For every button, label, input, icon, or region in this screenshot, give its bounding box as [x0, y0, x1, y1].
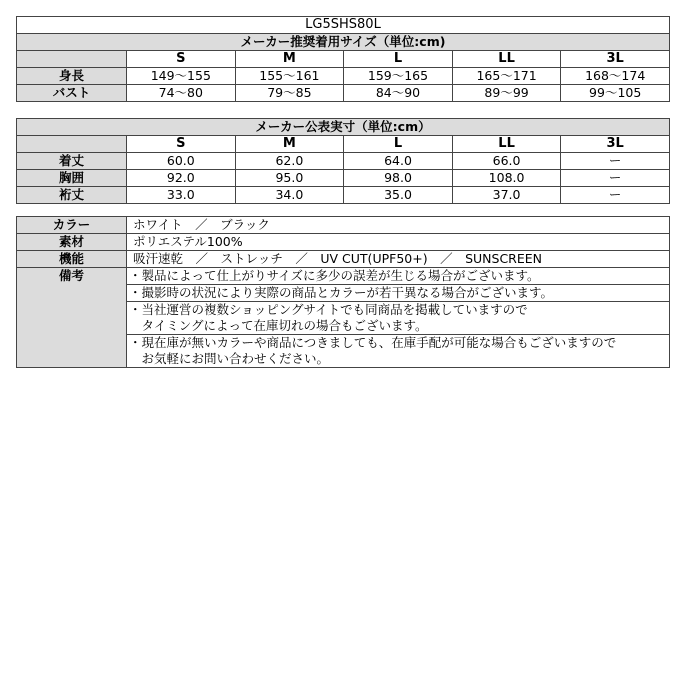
table-cell: 74～80	[127, 85, 236, 102]
size-header: L	[344, 136, 453, 153]
table-row	[17, 68, 670, 85]
spec-value: ポリエステル100%	[127, 234, 670, 251]
table-cell: 165～171	[452, 68, 561, 85]
table-row	[17, 153, 670, 170]
size-header: 3L	[561, 51, 670, 68]
size-header: 3L	[561, 136, 670, 153]
spec-value: ホワイト ／ ブラック	[127, 217, 670, 234]
table-cell: 34.0	[235, 187, 344, 204]
notes-row	[17, 268, 670, 285]
table-cell: 159～165	[344, 68, 453, 85]
table-cell: ー	[561, 153, 670, 170]
size-header-row	[17, 51, 670, 68]
row-label: 胸囲	[17, 170, 127, 187]
spec-label: 素材	[17, 234, 127, 251]
spec-row-color	[17, 217, 670, 234]
actual-title-row	[17, 119, 670, 136]
row-label: 身長	[17, 68, 127, 85]
table-cell: 108.0	[452, 170, 561, 187]
size-header: S	[127, 51, 236, 68]
table-cell: 92.0	[127, 170, 236, 187]
table-cell: ー	[561, 187, 670, 204]
spec-label: 機能	[17, 251, 127, 268]
table-cell: 35.0	[344, 187, 453, 204]
corner-cell	[17, 136, 127, 153]
table-cell: 89～99	[452, 85, 561, 102]
recommended-title-row	[17, 34, 670, 51]
spec-row-function	[17, 251, 670, 268]
table-cell: 60.0	[127, 153, 236, 170]
size-header: L	[344, 51, 453, 68]
table-row	[17, 85, 670, 102]
size-header: LL	[452, 51, 561, 68]
note-line: お気軽にお問い合わせください。	[127, 351, 670, 368]
table-cell: 33.0	[127, 187, 236, 204]
size-header: LL	[452, 136, 561, 153]
spec-table	[16, 216, 670, 368]
table-cell: 149～155	[127, 68, 236, 85]
note-line: タイミングによって在庫切れの場合もございます。	[127, 318, 670, 335]
recommended-title: メーカー推奨着用サイズ（単位:cm)	[17, 34, 670, 51]
row-label: バスト	[17, 85, 127, 102]
table-cell: 155～161	[235, 68, 344, 85]
table-row	[17, 170, 670, 187]
note-line: ・当社運営の複数ショッピングサイトでも同商品を掲載していますので	[127, 302, 670, 319]
table-cell: 84～90	[344, 85, 453, 102]
model-row	[17, 17, 670, 34]
size-header-row	[17, 136, 670, 153]
table-cell: 79～85	[235, 85, 344, 102]
corner-cell	[17, 51, 127, 68]
size-header: S	[127, 136, 236, 153]
table-cell: ー	[561, 170, 670, 187]
spec-row-material	[17, 234, 670, 251]
table-cell: 64.0	[344, 153, 453, 170]
size-header: M	[235, 136, 344, 153]
table-cell: 98.0	[344, 170, 453, 187]
table-cell: 95.0	[235, 170, 344, 187]
row-label: 裄丈	[17, 187, 127, 204]
note-line: ・現在庫が無いカラーや商品につきましても、在庫手配が可能な場合もございますので	[127, 335, 670, 352]
table-cell: 99～105	[561, 85, 670, 102]
table-row	[17, 187, 670, 204]
actual-title: メーカー公表実寸（単位:cm）	[17, 119, 670, 136]
spec-value: 吸汗速乾 ／ ストレッチ ／ UV CUT(UPF50+) ／ SUNSCREEN	[127, 251, 670, 268]
table-cell: 62.0	[235, 153, 344, 170]
notes-label: 備考	[17, 268, 127, 368]
row-label: 着丈	[17, 153, 127, 170]
recommended-size-table	[16, 16, 670, 102]
size-header: M	[235, 51, 344, 68]
note-line: ・製品によって仕上がりサイズに多少の誤差が生じる場合がございます。	[127, 268, 670, 285]
table-cell: 168～174	[561, 68, 670, 85]
spec-label: カラー	[17, 217, 127, 234]
table-cell: 37.0	[452, 187, 561, 204]
actual-size-table	[16, 118, 670, 204]
note-line: ・撮影時の状況により実際の商品とカラーが若干異なる場合がございます。	[127, 285, 670, 302]
model-number: LG5SHS80L	[17, 17, 670, 34]
table-cell: 66.0	[452, 153, 561, 170]
